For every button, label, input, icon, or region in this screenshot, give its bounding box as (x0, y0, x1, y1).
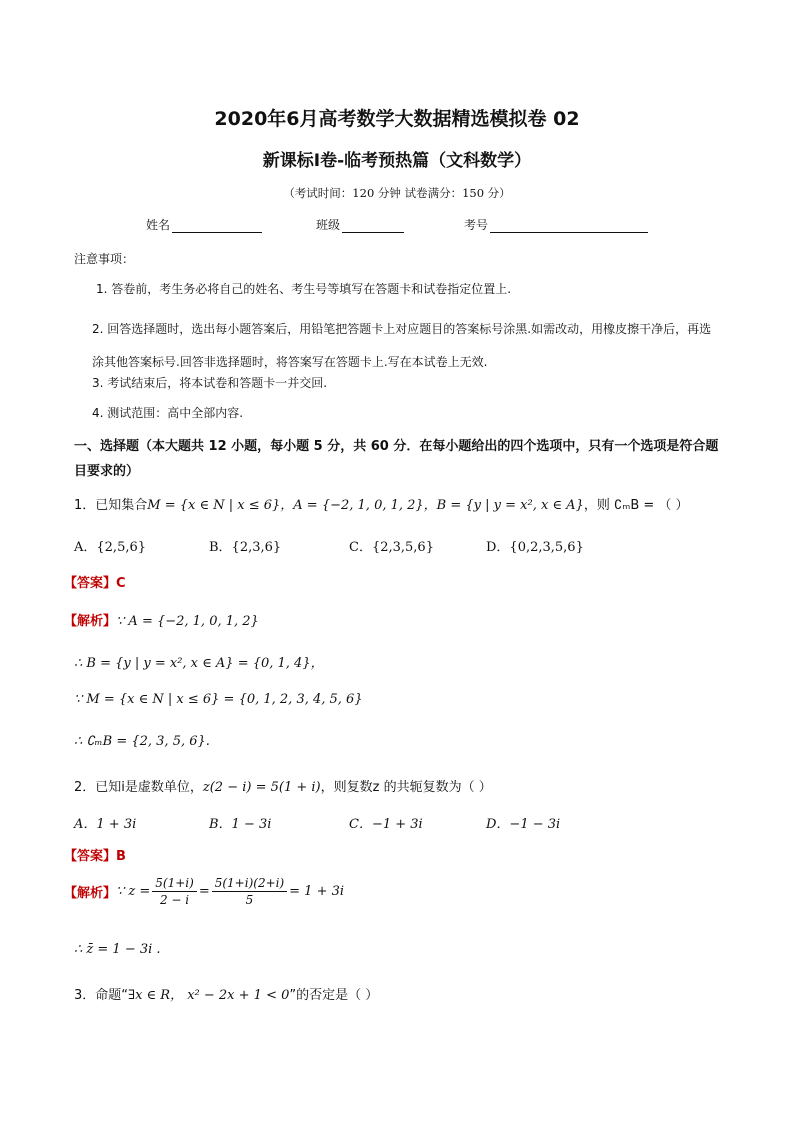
number-field (464, 216, 648, 233)
question-3-prefix: 3．命题“ (74, 988, 129, 1003)
answer-value: B (116, 849, 126, 864)
notice-item: 1. 答卷前，考生务必将自己的姓名、考生号等填写在答题卡和试卷指定位置上. (96, 282, 512, 296)
question-1-prefix: 1．已知集合 (74, 498, 148, 513)
notice-item: 3. 考试结束后，将本试卷和答题卡一并交回. (92, 376, 328, 390)
fraction-1 (152, 876, 197, 907)
question-2-option-d: D．−1 − 3i (486, 817, 561, 832)
question-3-math: ∃x ∈ R， x² − 2x + 1 < 0 (128, 988, 290, 1003)
question-1-analysis-line: ∵ M = {x ∈ N | x ≤ 6} = {0, 1, 2, 3, 4, 5, 6} (74, 692, 363, 707)
equation-result: = 1 + 3i (289, 884, 345, 899)
question-2-option-b: B．1 − 3i (209, 817, 272, 832)
question-2-answer (64, 845, 126, 864)
fraction-1-denominator: 2 − i (159, 893, 190, 907)
class-field (316, 216, 404, 233)
fraction-2-denominator: 5 (245, 893, 254, 907)
number-label: 考号 (464, 218, 489, 232)
question-1-stem (74, 494, 689, 513)
notice-item: 2. 回答选择题时，选出每小题答案后，用铅笔把答题卡上对应题目的答案标号涂黑.如需改动，用橡皮擦干净后，再选涂其他答案标号.回答非选择题时，将答案写在答题卡上.写在本试卷上无效. (92, 322, 712, 369)
document-title: 2020年6月高考数学大数据精选模拟卷 02 (214, 108, 580, 130)
question-2-conclusion: ∴ z̄ = 1 − 3i . (74, 942, 161, 957)
number-blank-line (490, 220, 648, 233)
question-3-stem (74, 984, 378, 1003)
question-2-suffix: ，则复数z 的共轭复数为（ ） (320, 780, 492, 795)
question-3-suffix: ”的否定是（ ） (289, 988, 379, 1003)
notice-title: 注意事项： (74, 252, 135, 266)
question-1-suffix: ，则 ∁ₘB = （ ） (583, 498, 689, 513)
fraction-2-numerator: 5(1+i)(2+i) (212, 876, 287, 892)
section-heading-text: 一、选择题（本大题共 12 小题，每小题 5 分，共 60 分．在每小题给出的四个选项中，只有一个选项是符合题目要求的） (74, 439, 719, 479)
analysis-text: ∵ A = {−2, 1, 0, 1, 2} (116, 614, 259, 629)
name-field (146, 216, 262, 233)
name-blank-line (172, 220, 262, 233)
answer-label: 【答案】 (64, 576, 117, 591)
fraction-2 (212, 876, 287, 907)
question-1-option-b: B．{2,3,6} (209, 540, 282, 555)
document-subtitle: 新课标Ⅰ卷-临考预热篇（文科数学） (262, 151, 532, 171)
question-2-option-a: A．1 + 3i (74, 817, 137, 832)
name-label: 姓名 (146, 218, 171, 232)
notice-item: 4. 测试范围：高中全部内容. (92, 406, 244, 420)
question-2-math: z(2 − i) = 5(1 + i) (202, 780, 321, 795)
question-1-option-c: C．{2,3,5,6} (349, 540, 434, 555)
question-1-math: M = {x ∈ N | x ≤ 6}，A = {−2, 1, 0, 1, 2}，B = {y | y = x², x ∈ A} (147, 498, 584, 513)
question-1-analysis-line: ∴ ∁ₘB = {2, 3, 5, 6}. (74, 734, 210, 749)
question-2-prefix: 2．已知i是虚数单位， (74, 780, 203, 795)
question-1-analysis-line (64, 610, 259, 629)
section-heading (74, 434, 724, 484)
question-1-analysis-line: ∴ B = {y | y = x², x ∈ A} = {0, 1, 4}， (74, 656, 324, 671)
question-1-option-d: D．{0,2,3,5,6} (486, 540, 584, 555)
equation-lead: ∵ z = (116, 884, 151, 899)
question-2-stem (74, 776, 492, 795)
question-1-option-a: A．{2,5,6} (74, 540, 147, 555)
answer-label: 【答案】 (64, 849, 117, 864)
question-2-analysis-equation (64, 876, 344, 907)
answer-value: C (116, 576, 126, 591)
fraction-1-numerator: 5(1+i) (152, 876, 197, 892)
analysis-label: 【解析】 (64, 614, 117, 629)
equals-sign: = (198, 884, 210, 899)
exam-info: （考试时间：120 分钟 试卷满分：150 分） (283, 186, 511, 200)
analysis-label: 【解析】 (64, 886, 117, 901)
class-label: 班级 (316, 218, 341, 232)
class-blank-line (342, 220, 404, 233)
question-1-answer (64, 572, 126, 591)
question-2-option-c: C．−1 + 3i (349, 817, 423, 832)
